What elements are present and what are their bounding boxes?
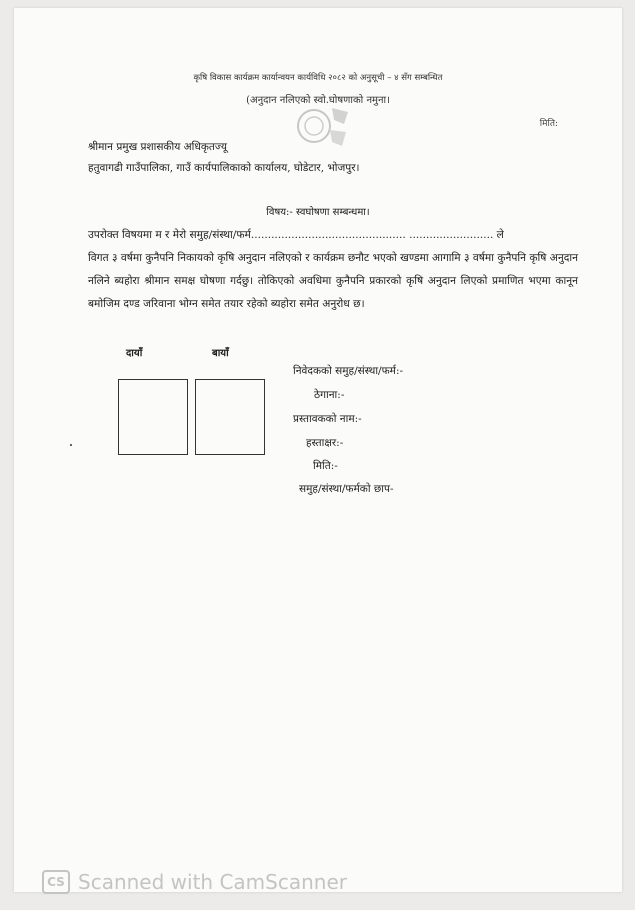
watermark-text: Scanned with CamScanner bbox=[78, 870, 347, 894]
field-applicant: निवेदकको समुह/संस्था/फर्म:- bbox=[293, 365, 404, 377]
left-thumbprint-box bbox=[195, 379, 265, 455]
scan-speck bbox=[70, 444, 72, 446]
field-stamp: समुह/संस्था/फर्मको छाप- bbox=[299, 483, 394, 495]
declaration-body bbox=[88, 224, 578, 316]
camscanner-logo-icon: CS bbox=[42, 870, 70, 894]
field-signature: हस्ताक्षर:- bbox=[306, 437, 344, 449]
document-page bbox=[14, 8, 622, 892]
field-proposer-name: प्रस्तावकको नाम:- bbox=[293, 413, 362, 425]
camscanner-watermark bbox=[42, 870, 347, 894]
addressee-office: हतुवागढी गाउँपालिका, गाउँ कार्यपालिकाको कार्यालय, घोडेटार, भोजपुर। bbox=[88, 162, 360, 174]
subject-line: विषय:- स्वघोषणा सम्बन्धमा। bbox=[266, 207, 370, 218]
field-address: ठेगाना:- bbox=[314, 389, 345, 401]
declaration-intro: उपरोक्त विषयमा म र मेरो समुह/संस्था/फर्म.............................................. ......................... ले bbox=[88, 229, 504, 241]
addressee-title: श्रीमान प्रमुख प्रशासकीय अधिकृतज्यू bbox=[88, 141, 227, 153]
left-thumb-label: बायाँ bbox=[212, 348, 229, 359]
declaration-text: विगत ३ वर्षमा कुनैपनि निकायको कृषि अनुदान नलिएको र कार्यक्रम छनौट भएको खण्डमा आगामि ३ वर्षमा कुनैपनि कृषि अनुदान नलिने ब्यहोरा श्रीमान समक्ष घोषणा गर्दछु। तोकिएको अवधिमा कुनैपनि प्रकारको कृषि अनुदान लिएको प्रमाणित भएमा कानून बमोजिम दण्ड जरिवाना भोग्न समेत तयार रहेको ब्यहोरा समेत अनुरोध छ। bbox=[88, 252, 578, 310]
header-title: (अनुदान नलिएको स्वो.घोषणाको नमुना। bbox=[246, 95, 390, 106]
date-label-top: मिति: bbox=[539, 119, 558, 129]
right-thumbprint-box bbox=[118, 379, 188, 455]
field-date: मिति:- bbox=[313, 460, 338, 472]
office-seal-icon bbox=[294, 102, 352, 154]
right-thumb-label: दायाँ bbox=[126, 348, 143, 359]
header-reference: कृषि विकास कार्यक्रम कार्यान्वयन कार्यविधि २०८२ को अनुसूची – ४ सँग सम्बन्धित bbox=[193, 73, 443, 83]
